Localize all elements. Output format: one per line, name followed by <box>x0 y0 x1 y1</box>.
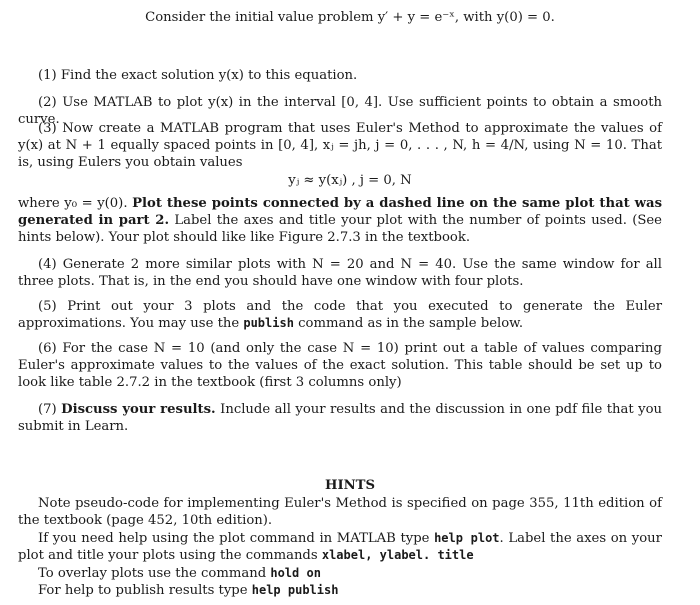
part-3-label-instruction: Label the axes and title your plot with the number of points used. (See hints below). Your plot should like like Figure 2.7.3 in the textbook. <box>18 213 662 245</box>
part-3-bold-instruction: Plot these points connected by a dashed line on the same plot that was generated in part 2. <box>18 196 662 228</box>
part-4: (4) Generate 2 more similar plots with N = 20 and N = 40. Use the same window for all three plots. That is, in the end you should have one window with four plots. <box>18 257 662 289</box>
hint-publish <box>18 582 662 599</box>
part-6: (6) For the case N = 10 (and only the case N = 10) print out a table of values comparing Euler's approximate values to the values of the exact solution. This table should be set up to look like table 2.7.2 in the textbook (first 3 columns only) <box>18 341 662 390</box>
part-3-where: where y₀ = y(0). <box>18 196 133 211</box>
euler-equation: yⱼ ≈ y(xⱼ) , j = 0, N <box>288 173 412 188</box>
part-5 <box>18 298 662 332</box>
help-publish-code: help publish <box>251 583 339 597</box>
part-1: (1) Find the exact solution y(x) to this equation. <box>38 68 358 83</box>
part-3: (3) Now create a MATLAB program that uses Euler's Method to approximate the values of y(x) at N + 1 equally spaced points in [0, 4], xⱼ = jh, j = 0, . . . , N, h = 4/N, using N = 10. That is, using Eulers you obtain values <box>18 121 662 170</box>
hint-overlay-text: To overlay plots use the command <box>38 566 271 581</box>
part-7-number: (7) <box>38 402 62 417</box>
part-7-bold: Discuss your results. <box>61 402 216 417</box>
xlabel-ylabel-code: xlabel, ylabel. title <box>321 548 474 562</box>
part-3-continuation <box>18 195 662 246</box>
help-plot-code: help plot <box>434 531 500 545</box>
hint-overlay <box>18 565 662 582</box>
hint-publish-text: For help to publish results type <box>38 583 252 598</box>
publish-code: publish <box>243 316 294 330</box>
hint-axes-text: . Label the axes on your plot and title your plots using the commands <box>18 531 662 563</box>
problem-intro: Consider the initial value problem y′ + y = e⁻ˣ, with y(0) = 0. <box>145 10 555 25</box>
part-7-text: Include all your results and the discussion in one pdf file that you submit in Learn. <box>18 402 663 434</box>
hints-heading: HINTS <box>324 478 376 493</box>
part-2: (2) Use MATLAB to plot y(x) in the interval [0, 4]. Use sufficient points to obtain a smooth curve. <box>18 95 662 127</box>
hint-pseudocode: Note pseudo-code for implementing Euler's Method is specified on page 355, 11th edition of the textbook (page 452, 10th edition). <box>18 496 662 528</box>
part-5-text: (5) Print out your 3 plots and the code that you executed to generate the Euler approximations. You may use the <box>18 299 662 331</box>
hint-plot-text: If you need help using the plot command in MATLAB type <box>38 531 435 546</box>
hold-on-code: hold on <box>270 566 321 580</box>
part-5-text-end: command as in the sample below. <box>293 316 524 331</box>
hint-plot-help <box>18 530 662 564</box>
part-7 <box>18 401 662 435</box>
